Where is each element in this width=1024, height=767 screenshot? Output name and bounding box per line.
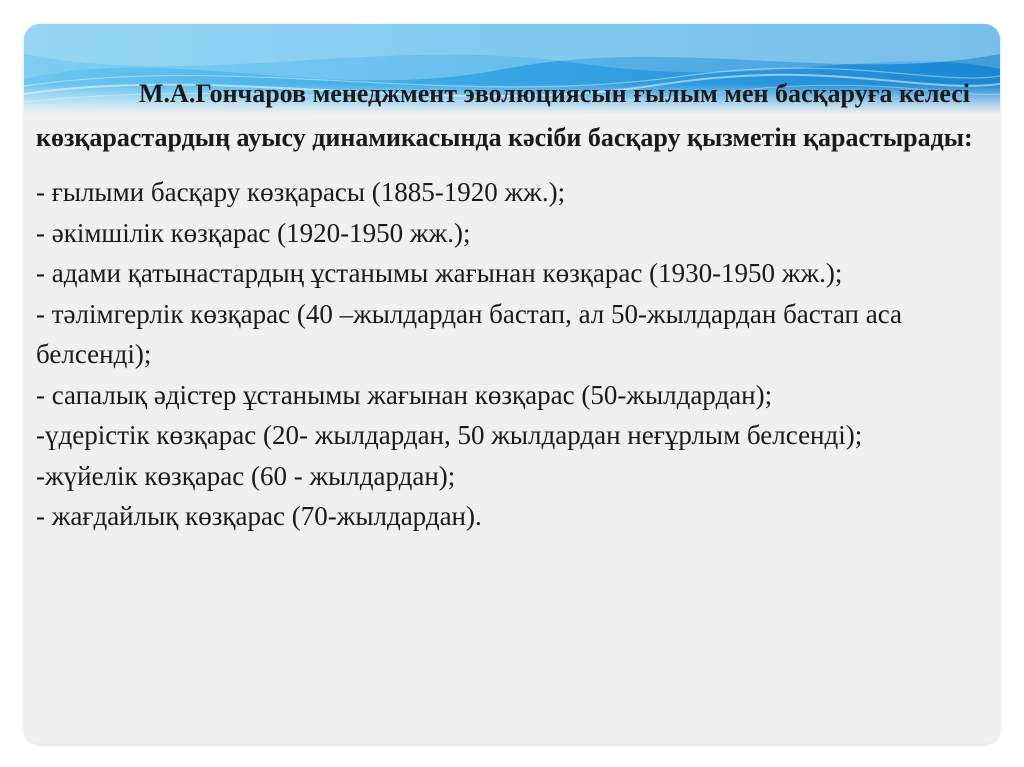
slide-content [36, 72, 976, 537]
list-item: - адами қатынастардың ұстанымы жағынан көзқарас (1930-1950 жж.); [36, 258, 843, 288]
intro-paragraph: М.А.Гончаров менеджмент эволюциясын ғылым мен басқаруға келесі көзқарастардың ауысу динамикасында кәсіби басқару қызметін қарастырады: [36, 79, 973, 152]
list-item: - жағдайлық көзқарас (70-жылдардан). [36, 501, 482, 531]
list-item: -үдерістік көзқарас (20- жылдардан, 50 жылдардан неғұрлым белсенді); [36, 420, 863, 450]
list-item: - тәлімгерлік көзқарас (40 –жылдардан бастап, ал 50-жылдардан бастап аса белсенді); [36, 298, 903, 369]
slide [24, 24, 1000, 744]
list-item: - сапалық әдістер ұстанымы жағынан көзқарас (50-жылдардан); [36, 379, 773, 410]
list-item: - ғылыми басқару көзқарасы (1885-1920 жж.); [36, 177, 566, 207]
list-item: -жүйелік көзқарас (60 - жылдардан); [36, 460, 456, 491]
approach-list [36, 172, 976, 537]
list-item: - әкімшілік көзқарас (1920-1950 жж.); [36, 217, 471, 248]
